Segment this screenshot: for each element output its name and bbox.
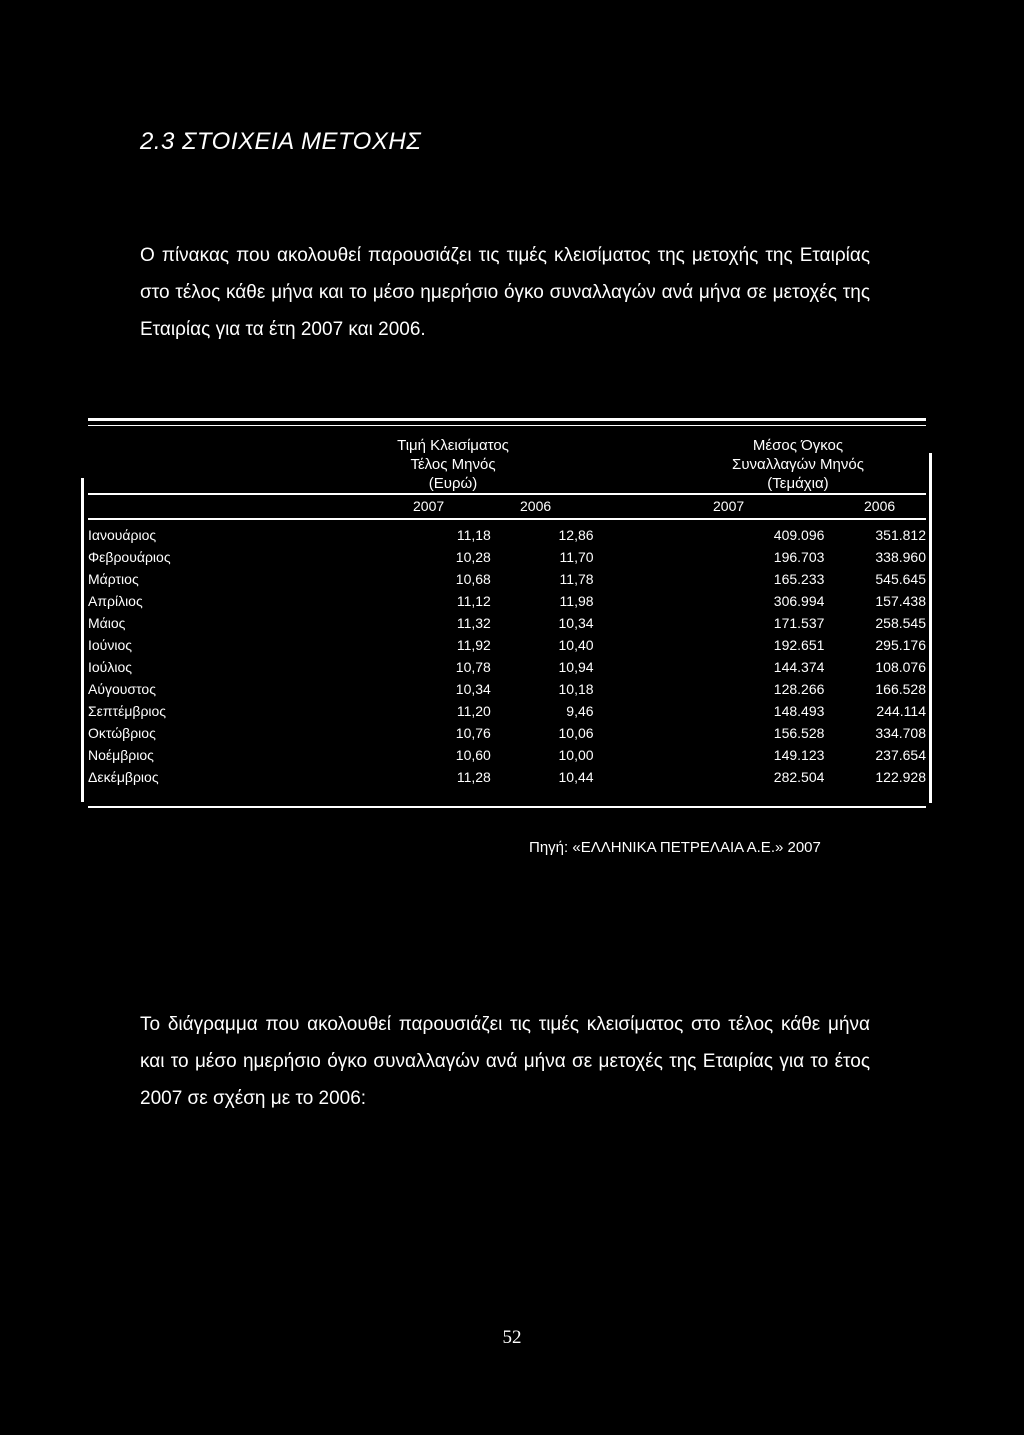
table-right-border (929, 453, 932, 803)
price-2007-cell: 11,32 (456, 615, 491, 631)
table-row (88, 656, 926, 678)
volume-2006-cell: 237.654 (875, 747, 926, 763)
month-cell: Ιούνιος (88, 637, 132, 653)
volume-2007-cell: 128.266 (773, 681, 825, 697)
intro-paragraph: Ο πίνακας που ακολουθεί παρουσιάζει τις τιμές κλεισίματος της μετοχής της Εταιρίας στο τέλος κάθε μήνα και το μέσο ημερήσιο όγκο συναλλαγών ανά μήνα σε μετοχές της Εταιρίας για τα έτη 2007 και 2006. (140, 245, 870, 340)
month-cell: Νοέμβριος (88, 747, 154, 763)
volume-2007-cell: 306.994 (773, 593, 825, 609)
volume-2007-cell: 282.504 (773, 769, 825, 785)
price-2007-cell: 11,18 (456, 527, 491, 543)
price-2006-cell: 9,46 (566, 703, 594, 719)
table-row (88, 700, 926, 722)
month-cell: Σεπτέμβριος (88, 703, 167, 719)
price-2006-cell: 10,18 (558, 681, 594, 697)
volume-2006-cell: 338.960 (875, 549, 926, 565)
volume-2007-cell: 171.537 (773, 615, 825, 631)
volume-2007-cell: 144.374 (773, 659, 825, 675)
closing-price-header (343, 436, 563, 493)
closing-price-header-line: Τιμή Κλεισίματος (397, 437, 509, 454)
table-top-rule (88, 418, 926, 421)
price-2006-cell: 10,06 (558, 725, 594, 741)
avg-volume-header (688, 436, 908, 493)
price-2007-cell: 11,12 (456, 593, 491, 609)
volume-2006-cell: 334.708 (875, 725, 926, 741)
price-2007-cell: 10,28 (455, 549, 491, 565)
price-2007-cell: 10,68 (455, 571, 491, 587)
price-2007-cell: 10,76 (455, 725, 491, 741)
price-2006-cell: 10,00 (558, 747, 594, 763)
price-2006-cell: 10,40 (558, 637, 594, 653)
price-2006-cell: 11,78 (559, 571, 594, 587)
table-row (88, 524, 926, 546)
month-cell: Φεβρουάριος (88, 549, 171, 565)
month-cell: Ιανουάριος (88, 527, 157, 543)
year-header: 2006 (864, 498, 896, 514)
years-rule (88, 518, 926, 520)
volume-2006-cell: 258.545 (875, 615, 926, 631)
price-2007-cell: 11,28 (456, 769, 491, 785)
price-2006-cell: 11,98 (559, 593, 594, 609)
header-rule (88, 493, 926, 495)
table-row (88, 590, 926, 612)
volume-2007-cell: 196.703 (773, 549, 825, 565)
closing-price-header-line: (Ευρώ) (428, 475, 478, 492)
stock-data-table (88, 418, 926, 813)
month-cell: Μάρτιος (88, 571, 139, 587)
table-row (88, 546, 926, 568)
table-row (88, 634, 926, 656)
table-bottom-rule (88, 806, 926, 808)
table-row (88, 744, 926, 766)
month-cell: Οκτώβριος (88, 725, 156, 741)
volume-2006-cell: 157.438 (875, 593, 926, 609)
page-number: 52 (502, 1327, 522, 1348)
month-cell: Αύγουστος (88, 681, 156, 697)
table-top-rule-thin (88, 425, 926, 426)
month-cell: Απρίλιος (88, 593, 143, 609)
table-row (88, 678, 926, 700)
data-table-body (88, 524, 926, 788)
source-note: Πηγή: «ΕΛΛΗΝΙΚΑ ΠΕΤΡΕΛΑΙΑ Α.Ε.» 2007 (529, 839, 821, 856)
price-2007-cell: 11,20 (456, 703, 491, 719)
price-2006-cell: 12,86 (558, 527, 594, 543)
year-header: 2006 (520, 498, 552, 514)
year-header: 2007 (413, 498, 445, 514)
price-2006-cell: 10,94 (558, 659, 594, 675)
price-2006-cell: 10,34 (558, 615, 594, 631)
price-2007-cell: 10,34 (455, 681, 491, 697)
volume-2007-cell: 148.493 (773, 703, 825, 719)
price-2006-cell: 10,44 (558, 769, 594, 785)
volume-2006-cell: 244.114 (876, 703, 926, 719)
section-heading: 2.3 ΣΤΟΙΧΕΙΑ ΜΕΤΟΧΗΣ (140, 128, 422, 155)
volume-2006-cell: 122.928 (875, 769, 926, 785)
volume-2007-cell: 149.123 (773, 747, 825, 763)
month-cell: Ιούλιος (88, 659, 132, 675)
price-2007-cell: 10,78 (455, 659, 491, 675)
month-cell: Μάιος (88, 615, 126, 631)
volume-2007-cell: 192.651 (773, 637, 825, 653)
year-header: 2007 (713, 498, 745, 514)
avg-volume-header-line: Μέσος Όγκος (752, 437, 844, 454)
price-2007-cell: 11,92 (456, 637, 491, 653)
volume-2006-cell: 351.812 (875, 527, 926, 543)
volume-2007-cell: 156.528 (773, 725, 825, 741)
volume-2007-cell: 409.096 (773, 527, 825, 543)
month-cell: Δεκέμβριος (88, 769, 159, 785)
table-row (88, 612, 926, 634)
volume-2006-cell: 166.528 (875, 681, 926, 697)
closing-price-header-line: Τέλος Μηνός (410, 456, 496, 473)
price-2007-cell: 10,60 (455, 747, 491, 763)
table-row (88, 722, 926, 744)
volume-2006-cell: 295.176 (875, 637, 926, 653)
avg-volume-header-line: Συναλλαγών Μηνός (732, 456, 864, 473)
volume-2006-cell: 545.645 (875, 571, 926, 587)
table-row (88, 766, 926, 788)
price-2006-cell: 11,70 (559, 549, 594, 565)
volume-2006-cell: 108.076 (875, 659, 926, 675)
volume-2007-cell: 165.233 (773, 571, 825, 587)
avg-volume-header-line: (Τεμάχια) (767, 475, 829, 492)
table-left-border (81, 478, 84, 802)
outro-paragraph: Το διάγραμμα που ακολουθεί παρουσιάζει τις τιμές κλεισίματος στο τέλος κάθε μήνα και το μέσο ημερήσιο όγκο συναλλαγών ανά μήνα σε μετοχές της Εταιρίας για το έτος 2007 σε σχέση με το 2006: (140, 1014, 870, 1109)
table-row (88, 568, 926, 590)
